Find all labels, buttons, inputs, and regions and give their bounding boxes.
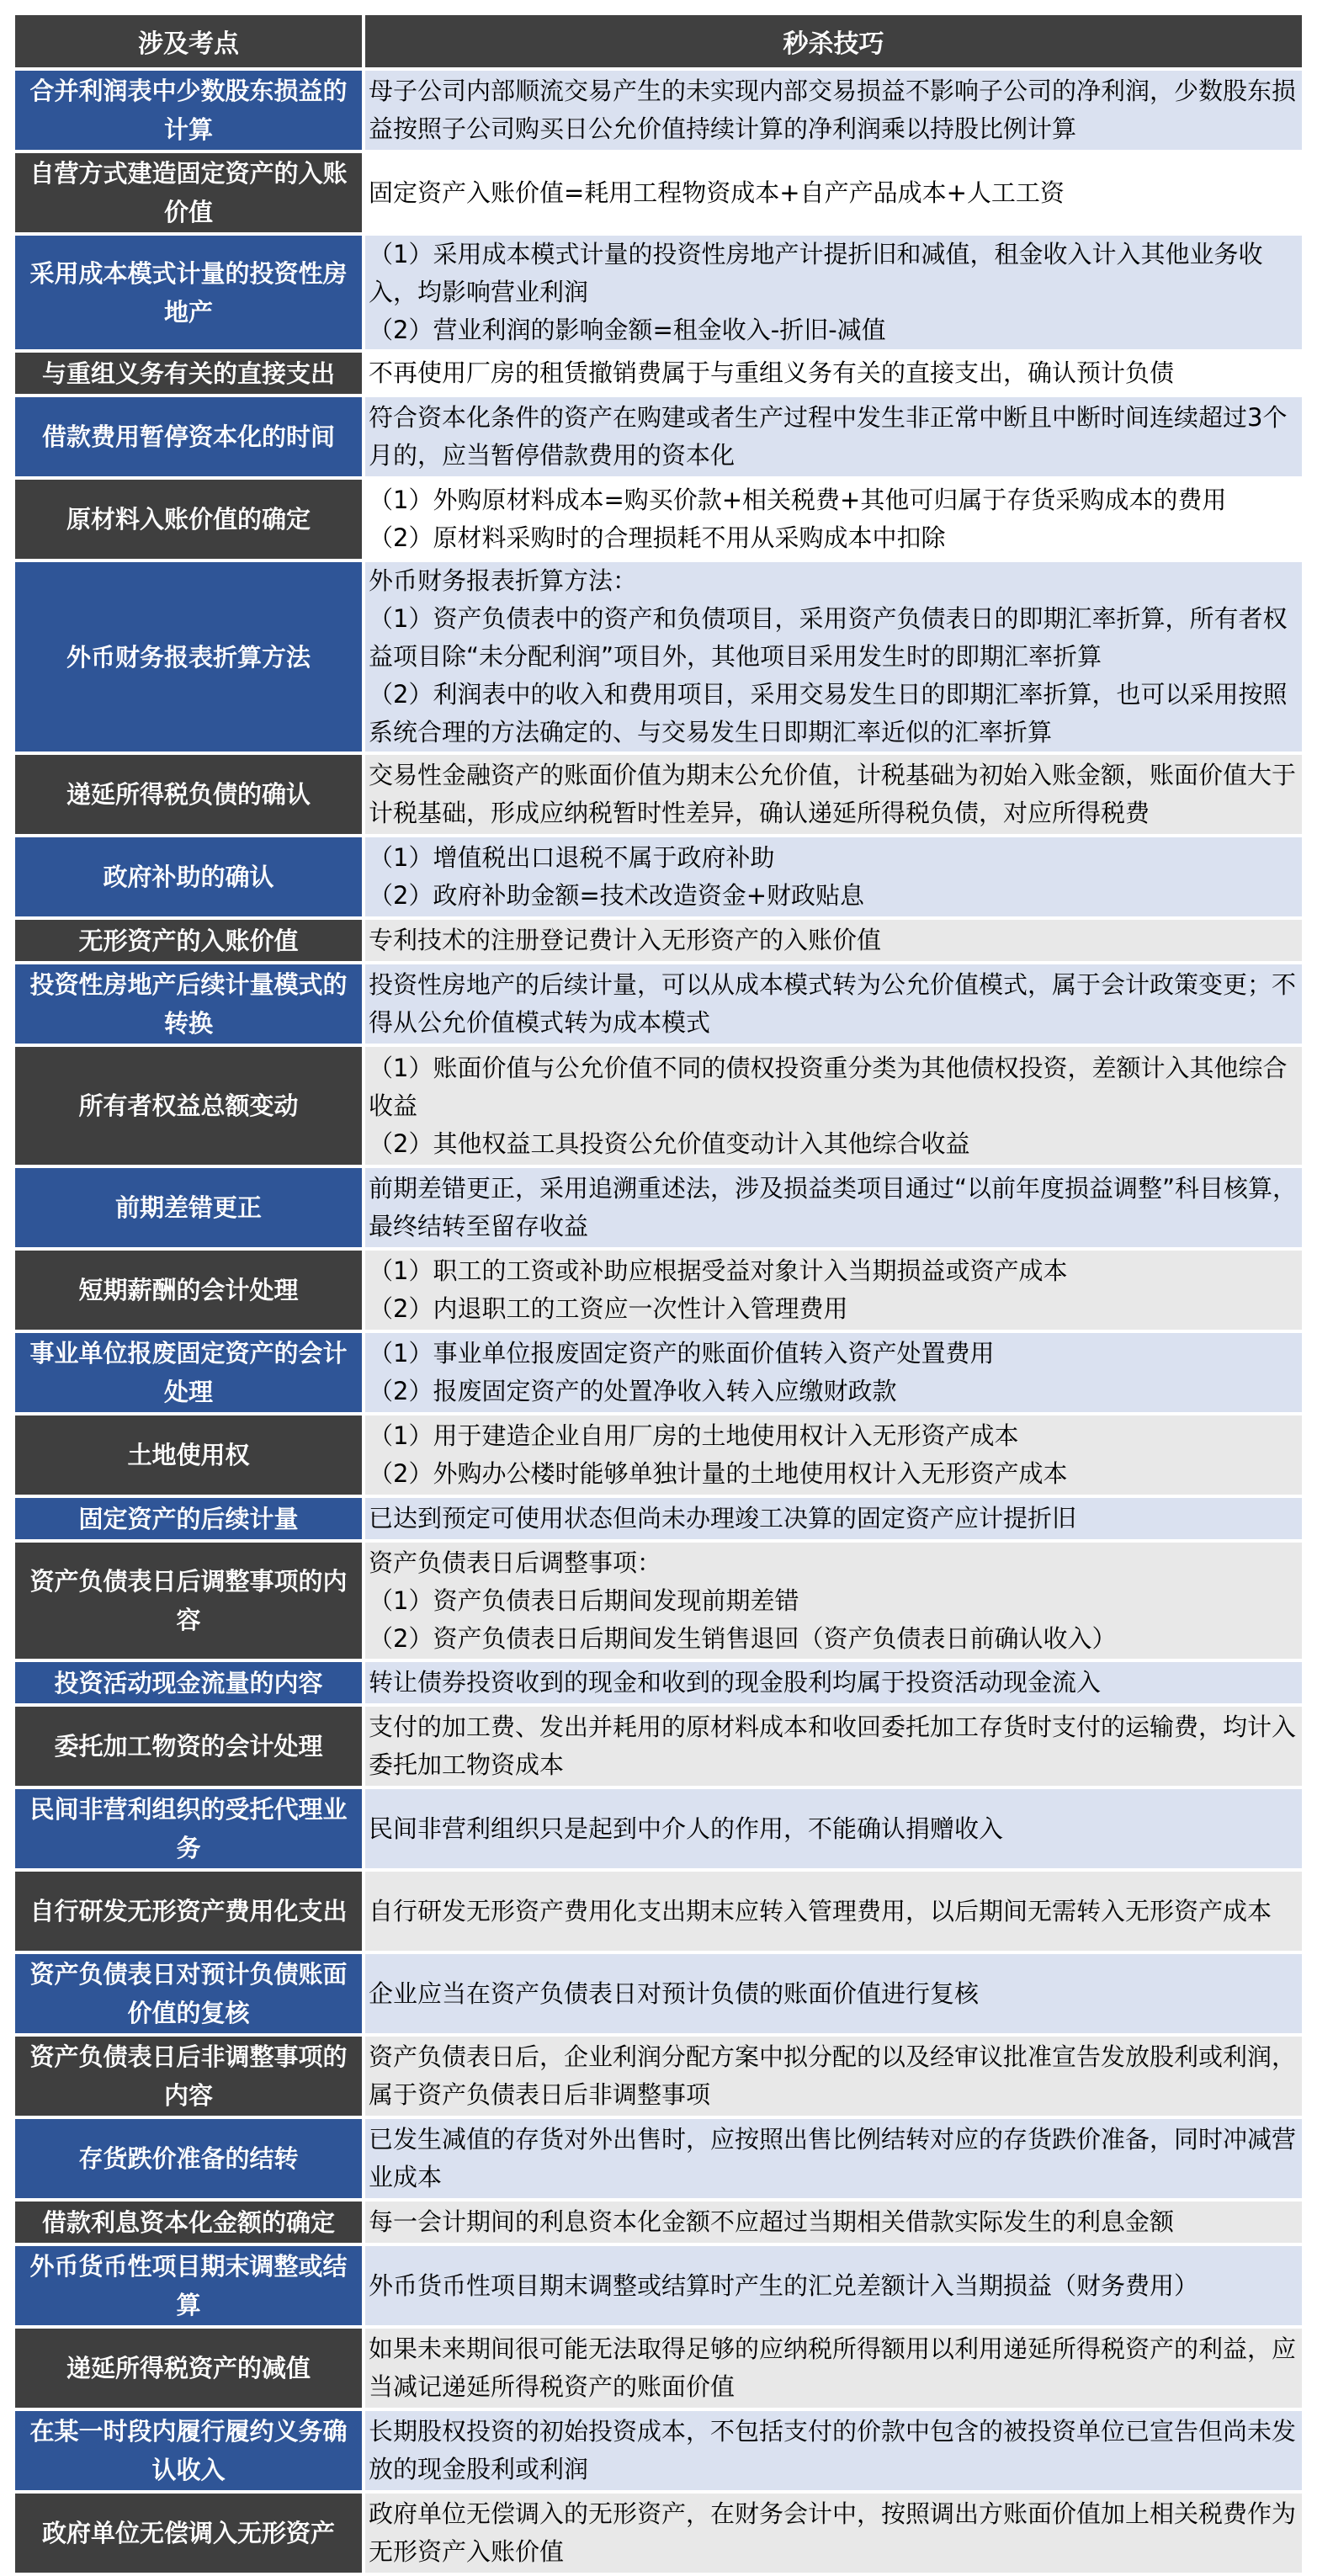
topic-cell: 递延所得税负债的确认: [15, 755, 362, 834]
header-tips: 秒杀技巧: [365, 15, 1302, 67]
topic-cell: 政府单位无偿调入无形资产: [15, 2494, 362, 2573]
table-row: [15, 1954, 1302, 2033]
table-row: [15, 1047, 1302, 1165]
table-row: [15, 755, 1302, 834]
tip-cell: [365, 480, 1302, 559]
table-row: [15, 837, 1302, 916]
tip-paragraph: 前期差错更正，采用追溯重述法，涉及损益类项目通过“以前年度损益调整”科目核算，最终结转至留存收益: [369, 1174, 1298, 1240]
tip-paragraph: 支付的加工费、发出并耗用的原材料成本和收回委托加工存货时支付的运输费，均计入委托加工物资成本: [369, 1713, 1297, 1779]
topic-cell: 土地使用权: [15, 1415, 362, 1495]
topic-cell: 在某一时段内履行履约义务确认收入: [15, 2411, 362, 2490]
table-row: [15, 2202, 1302, 2243]
table-row: [15, 1789, 1302, 1868]
tip-paragraph: 母子公司内部顺流交易产生的未实现内部交易损益不影响子公司的净利润，少数股东损益按照子公司购买日公允价值持续计算的净利润乘以持股比例计算: [369, 77, 1297, 143]
tip-cell: [365, 1047, 1302, 1165]
table-row: [15, 1415, 1302, 1495]
table-row: [15, 1498, 1302, 1539]
tip-cell: [365, 397, 1302, 476]
table-row: [15, 1543, 1302, 1659]
table-row: [15, 1872, 1302, 1951]
topic-cell: 递延所得税资产的减值: [15, 2329, 362, 2408]
tip-paragraph: （1）账面价值与公允价值不同的债权投资重分类为其他债权投资，差额计入其他综合收益: [369, 1053, 1288, 1120]
topic-cell: 委托加工物资的会计处理: [15, 1707, 362, 1786]
tip-paragraph: （1）外购原材料成本=购买价款+相关税费+其他可归属于存货采购成本的费用: [369, 486, 1227, 514]
tip-paragraph: （2）政府补助金额=技术改造资金+财政贴息: [369, 881, 865, 910]
table-row: [15, 1168, 1302, 1247]
tip-cell: [365, 562, 1302, 752]
table-row: [15, 153, 1302, 232]
tip-cell: [365, 1333, 1302, 1412]
tip-paragraph: 符合资本化条件的资产在购建或者生产过程中发生非正常中断且中断时间连续超过3个月的，应当暂停借款费用的资本化: [369, 403, 1288, 470]
tip-cell: [365, 1251, 1302, 1330]
topic-cell: 自行研发无形资产费用化支出: [15, 1872, 362, 1951]
tip-paragraph: 转让债券投资收到的现金和收到的现金股利均属于投资活动现金流入: [369, 1668, 1102, 1697]
table-row: [15, 480, 1302, 559]
tip-cell: [365, 71, 1302, 150]
tip-cell: [365, 1789, 1302, 1868]
tip-cell: [365, 2246, 1302, 2325]
tip-cell: [365, 2329, 1302, 2408]
table-row: [15, 1707, 1302, 1786]
tip-paragraph: （1）资产负债表日后期间发现前期差错: [369, 1585, 799, 1615]
tip-cell: [365, 2494, 1302, 2573]
tip-paragraph: 长期股权投资的初始投资成本，不包括支付的价款中包含的被投资单位已宣告但尚未发放的现金股利或利润: [369, 2417, 1297, 2483]
tip-paragraph: （2）报废固定资产的处置净收入转入应缴财政款: [369, 1377, 897, 1405]
tip-paragraph: （1）增值税出口退税不属于政府补助: [369, 843, 775, 872]
tip-paragraph: 不再使用厂房的租赁撤销费属于与重组义务有关的直接支出，确认预计负债: [369, 359, 1175, 387]
topic-cell: 外币货币性项目期末调整或结算: [15, 2246, 362, 2325]
tip-cell: [365, 920, 1302, 961]
table-row: [15, 353, 1302, 394]
exam-tips-table: [12, 12, 1305, 2576]
topic-cell: 民间非营利组织的受托代理业务: [15, 1789, 362, 1868]
topic-cell: 短期薪酬的会计处理: [15, 1251, 362, 1330]
table-row: [15, 397, 1302, 476]
tip-cell: [365, 755, 1302, 834]
tip-paragraph: 政府单位无偿调入的无形资产，在财务会计中，按照调出方账面价值加上相关税费作为无形资产入账价值: [369, 2499, 1297, 2566]
table-row: [15, 920, 1302, 961]
table-body: [15, 71, 1302, 2573]
tip-paragraph: 外币货币性项目期末调整或结算时产生的汇兑差额计入当期损益（财务费用）: [369, 2271, 1199, 2300]
topic-cell: 事业单位报废固定资产的会计处理: [15, 1333, 362, 1412]
tip-cell: [365, 1498, 1302, 1539]
topic-cell: 外币财务报表折算方法: [15, 562, 362, 752]
tip-cell: [365, 2119, 1302, 2198]
table-row: [15, 2246, 1302, 2325]
tip-paragraph: 交易性金融资产的账面价值为期末公允价值，计税基础为初始入账金额，账面价值大于计税基础，形成应纳税暂时性差异，确认递延所得税负债，对应所得税费: [369, 761, 1297, 827]
tip-cell: [365, 1662, 1302, 1703]
table-row: [15, 1333, 1302, 1412]
tip-paragraph: 每一会计期间的利息资本化金额不应超过当期相关借款实际发生的利息金额: [369, 2207, 1175, 2236]
tip-paragraph: 已发生减值的存货对外出售时，应按照出售比例结转对应的存货跌价准备，同时冲减营业成本: [369, 2125, 1297, 2191]
table-row: [15, 236, 1302, 349]
tip-paragraph: 固定资产入账价值=耗用工程物资成本+自产产品成本+人工工资: [369, 178, 1065, 207]
topic-cell: 无形资产的入账价值: [15, 920, 362, 961]
topic-cell: 合并利润表中少数股东损益的计算: [15, 71, 362, 150]
tip-paragraph: 民间非营利组织只是起到中介人的作用，不能确认捐赠收入: [369, 1814, 1004, 1843]
topic-cell: 与重组义务有关的直接支出: [15, 353, 362, 394]
topic-cell: 原材料入账价值的确定: [15, 480, 362, 559]
tip-paragraph: 资产负债表日后，企业利润分配方案中拟分配的以及经审议批准宣告发放股利或利润，属于资产负债表日后非调整事项: [369, 2042, 1297, 2109]
table-row: [15, 2411, 1302, 2490]
tip-paragraph: 自行研发无形资产费用化支出期末应转入管理费用，以后期间无需转入无形资产成本: [369, 1896, 1272, 1925]
tip-cell: [365, 1954, 1302, 2033]
table-header-row: [15, 15, 1302, 67]
tip-cell: [365, 153, 1302, 232]
tip-paragraph: （1）事业单位报废固定资产的账面价值转入资产处置费用: [369, 1339, 995, 1368]
tip-cell: [365, 2202, 1302, 2243]
tip-paragraph: 已达到预定可使用状态但尚未办理竣工决算的固定资产应计提折旧: [369, 1504, 1077, 1532]
tip-cell: [365, 837, 1302, 916]
tip-paragraph: （2）营业利润的影响金额=租金收入-折旧-减值: [369, 316, 886, 344]
tip-cell: [365, 353, 1302, 394]
topic-cell: 投资性房地产后续计量模式的转换: [15, 964, 362, 1044]
topic-cell: 资产负债表日后非调整事项的内容: [15, 2037, 362, 2116]
tip-cell: [365, 2037, 1302, 2116]
topic-cell: 采用成本模式计量的投资性房地产: [15, 236, 362, 349]
topic-cell: 借款费用暂停资本化的时间: [15, 397, 362, 476]
tip-paragraph: 资产负债表日后调整事项：: [369, 1548, 662, 1577]
topic-cell: 前期差错更正: [15, 1168, 362, 1247]
tip-paragraph: （2）其他权益工具投资公允价值变动计入其他综合收益: [369, 1129, 970, 1158]
table-row: [15, 1662, 1302, 1703]
tip-paragraph: （2）外购办公楼时能够单独计量的土地使用权计入无形资产成本: [369, 1459, 1068, 1488]
tip-cell: [365, 1415, 1302, 1495]
tip-paragraph: 外币财务报表折算方法：: [369, 566, 638, 595]
tip-cell: [365, 1707, 1302, 1786]
topic-cell: 所有者权益总额变动: [15, 1047, 362, 1165]
table-row: [15, 2329, 1302, 2408]
topic-cell: 存货跌价准备的结转: [15, 2119, 362, 2198]
tip-paragraph: （1）采用成本模式计量的投资性房地产计提折旧和减值，租金收入计入其他业务收入，均影响营业利润: [369, 240, 1263, 306]
tip-paragraph: 投资性房地产的后续计量，可以从成本模式转为公允价值模式，属于会计政策变更；不得从公允价值模式转为成本模式: [369, 970, 1297, 1037]
table-row: [15, 562, 1302, 752]
topic-cell: 借款利息资本化金额的确定: [15, 2202, 362, 2243]
table-row: [15, 2119, 1302, 2198]
table-row: [15, 71, 1302, 150]
topic-cell: 自营方式建造固定资产的入账价值: [15, 153, 362, 232]
topic-cell: 资产负债表日后调整事项的内容: [15, 1543, 362, 1659]
tip-paragraph: （2）原材料采购时的合理损耗不用从采购成本中扣除: [369, 523, 946, 552]
tip-paragraph: （2）内退职工的工资应一次性计入管理费用: [369, 1294, 848, 1323]
tip-paragraph: 企业应当在资产负债表日对预计负债的账面价值进行复核: [369, 1978, 980, 2008]
tip-cell: [365, 1168, 1302, 1247]
topic-cell: 投资活动现金流量的内容: [15, 1662, 362, 1703]
table-row: [15, 964, 1302, 1044]
tip-cell: [365, 2411, 1302, 2490]
table-row: [15, 2037, 1302, 2116]
topic-cell: 政府补助的确认: [15, 837, 362, 916]
tip-paragraph: （1）职工的工资或补助应根据受益对象计入当期损益或资产成本: [369, 1256, 1068, 1285]
topic-cell: 固定资产的后续计量: [15, 1498, 362, 1539]
table-row: [15, 1251, 1302, 1330]
tip-cell: [365, 964, 1302, 1044]
tip-paragraph: 如果未来期间很可能无法取得足够的应纳税所得额用以利用递延所得税资产的利益，应当减记递延所得税资产的账面价值: [369, 2334, 1297, 2401]
topic-cell: 资产负债表日对预计负债账面价值的复核: [15, 1954, 362, 2033]
tip-cell: [365, 236, 1302, 349]
tip-paragraph: （2）利润表中的收入和费用项目，采用交易发生日的即期汇率折算，也可以采用按照系统合理的方法确定的、与交易发生日即期汇率近似的汇率折算: [369, 680, 1288, 746]
tip-paragraph: （1）资产负债表中的资产和负债项目，采用资产负债表日的即期汇率折算，所有者权益项目除“未分配利润”项目外，其他项目采用发生时的即期汇率折算: [369, 604, 1288, 671]
tip-paragraph: （1）用于建造企业自用厂房的土地使用权计入无形资产成本: [369, 1421, 1019, 1450]
header-topic: 涉及考点: [15, 15, 362, 67]
tip-cell: [365, 1872, 1302, 1951]
table-row: [15, 2494, 1302, 2573]
tip-paragraph: 专利技术的注册登记费计入无形资产的入账价值: [369, 926, 882, 954]
tip-paragraph: （2）资产负债表日后期间发生销售退回（资产负债表日前确认收入）: [369, 1623, 1117, 1653]
tip-cell: [365, 1543, 1302, 1659]
